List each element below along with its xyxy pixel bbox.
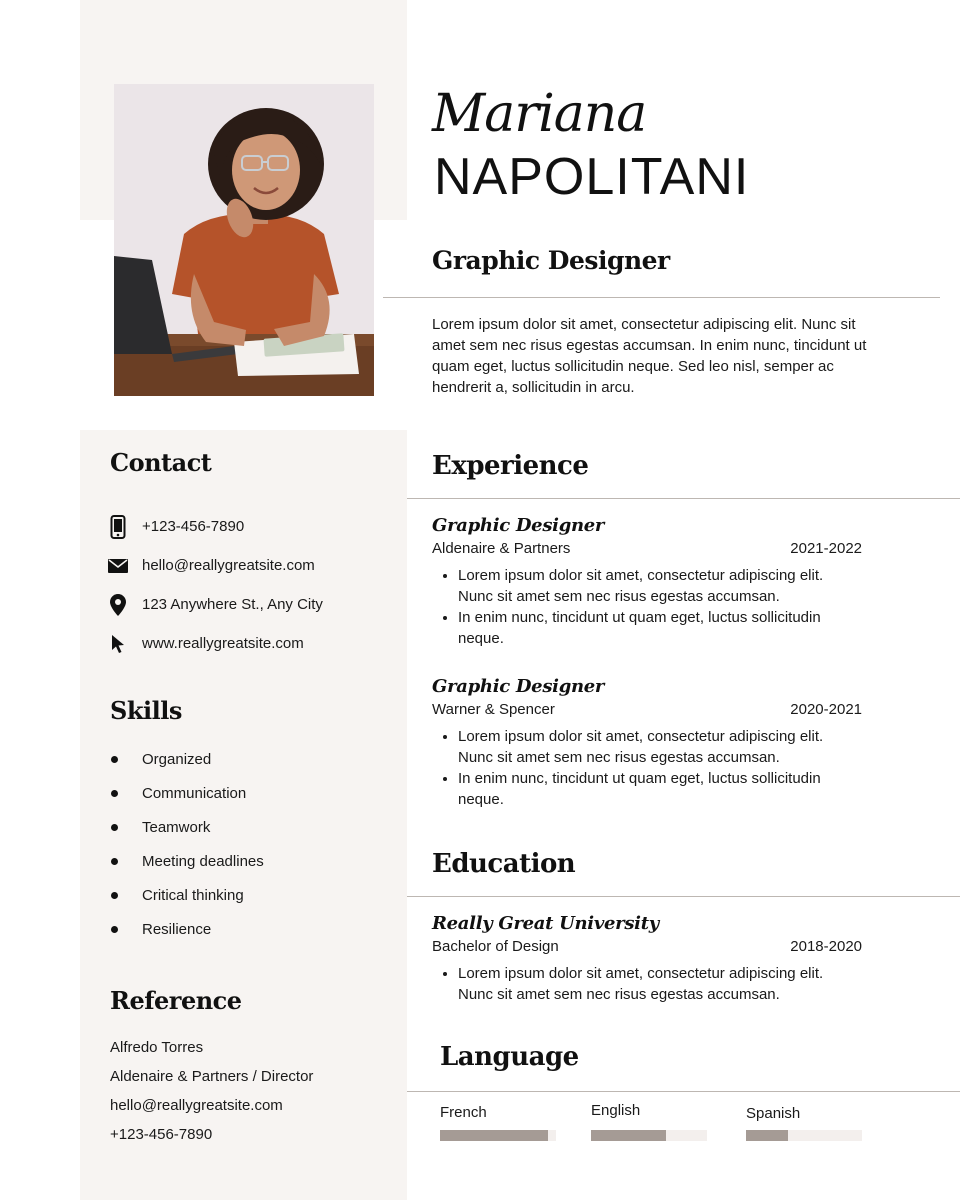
bullet-icon <box>111 756 118 763</box>
reference-company: Aldenaire & Partners / Director <box>110 1068 314 1085</box>
skills-list <box>110 742 400 946</box>
experience-entry <box>432 515 862 649</box>
contact-address <box>108 585 398 624</box>
last-name: NAPOLITANI <box>434 148 750 206</box>
cursor-icon <box>108 632 128 656</box>
reference-block <box>110 1036 400 1152</box>
list-item: • Lorem ipsum dolor sit amet, consectetur adipiscing elit. Nunc sit amet sem nec risus egestas accumsan. <box>458 726 862 768</box>
language-name: English <box>591 1102 641 1119</box>
bullet-icon <box>111 926 118 933</box>
experience-years: 2021-2022 <box>790 540 862 557</box>
reference-email[interactable]: hello@reallygreatsite.com <box>110 1097 283 1114</box>
education-school: Really Great University <box>432 913 659 934</box>
contact-website-text[interactable]: www.reallygreatsite.com <box>142 635 304 652</box>
list-item: Resilience <box>110 912 400 946</box>
bullet-icon <box>111 892 118 899</box>
phone-icon <box>108 515 128 539</box>
language-level-fill <box>591 1130 666 1141</box>
experience-heading: Experience <box>432 451 589 481</box>
contact-phone-text: +123-456-7890 <box>142 518 245 535</box>
contact-heading: Contact <box>110 448 212 477</box>
education-heading: Education <box>432 849 576 879</box>
language-level-bar <box>746 1130 862 1141</box>
title-divider <box>383 297 940 298</box>
experience-company: Warner & Spencer <box>432 701 555 718</box>
language-level-fill <box>440 1130 548 1141</box>
list-item: Meeting deadlines <box>110 844 400 878</box>
language-name: French <box>440 1104 487 1121</box>
first-name: Mariana <box>432 84 647 144</box>
list-item: Communication <box>110 776 400 810</box>
list-item: Critical thinking <box>110 878 400 912</box>
contact-address-text: 123 Anywhere St., Any City <box>142 596 323 613</box>
education-degree: Bachelor of Design <box>432 938 559 955</box>
experience-role: Graphic Designer <box>432 515 605 536</box>
skills-heading: Skills <box>110 696 182 725</box>
education-years: 2018-2020 <box>790 938 862 955</box>
language-item-english <box>591 1102 707 1141</box>
language-level-bar <box>591 1130 707 1141</box>
list-item: • In enim nunc, tincidunt ut quam eget, luctus sollicitudin neque. <box>458 607 862 649</box>
education-entry <box>432 913 862 1005</box>
contact-phone <box>108 507 398 546</box>
language-divider <box>407 1091 960 1092</box>
experience-role: Graphic Designer <box>432 676 605 697</box>
experience-company: Aldenaire & Partners <box>432 540 571 557</box>
experience-divider <box>407 498 960 499</box>
bullet-icon <box>111 858 118 865</box>
contact-email <box>108 546 398 585</box>
reference-heading: Reference <box>110 986 242 1015</box>
list-item: • In enim nunc, tincidunt ut quam eget, luctus sollicitudin neque. <box>458 768 862 810</box>
contact-website <box>108 624 398 663</box>
location-pin-icon <box>108 593 128 617</box>
language-heading: Language <box>440 1042 579 1072</box>
experience-entry <box>432 676 862 810</box>
experience-years: 2020-2021 <box>790 701 862 718</box>
language-level-fill <box>746 1130 788 1141</box>
language-name: Spanish <box>746 1105 801 1122</box>
language-item-french <box>440 1104 556 1141</box>
list-item: • Lorem ipsum dolor sit amet, consectetur adipiscing elit. Nunc sit amet sem nec risus egestas accumsan. <box>458 565 862 607</box>
bullet-icon <box>111 790 118 797</box>
profile-photo <box>114 84 374 396</box>
language-level-bar <box>440 1130 556 1141</box>
reference-phone: +123-456-7890 <box>110 1126 213 1143</box>
mail-icon <box>108 554 128 578</box>
education-divider <box>407 896 960 897</box>
list-item: • Lorem ipsum dolor sit amet, consectetur adipiscing elit. Nunc sit amet sem nec risus egestas accumsan. <box>458 963 862 1005</box>
reference-name: Alfredo Torres <box>110 1039 204 1056</box>
contact-email-text[interactable]: hello@reallygreatsite.com <box>142 557 315 574</box>
list-item: Organized <box>110 742 400 776</box>
list-item: Teamwork <box>110 810 400 844</box>
language-item-spanish <box>746 1105 862 1141</box>
job-title: Graphic Designer <box>432 246 670 275</box>
bullet-icon <box>111 824 118 831</box>
profile-summary: Lorem ipsum dolor sit amet, consectetur adipiscing elit. Nunc sit amet sem nec risus egestas accumsan. In enim nunc, tincidunt ut quam eget, luctus sollicitudin neque. Sed leo nisl, semper ac hendrerit a, sollicitudin in arcu. <box>432 316 867 396</box>
contact-list <box>108 507 398 663</box>
